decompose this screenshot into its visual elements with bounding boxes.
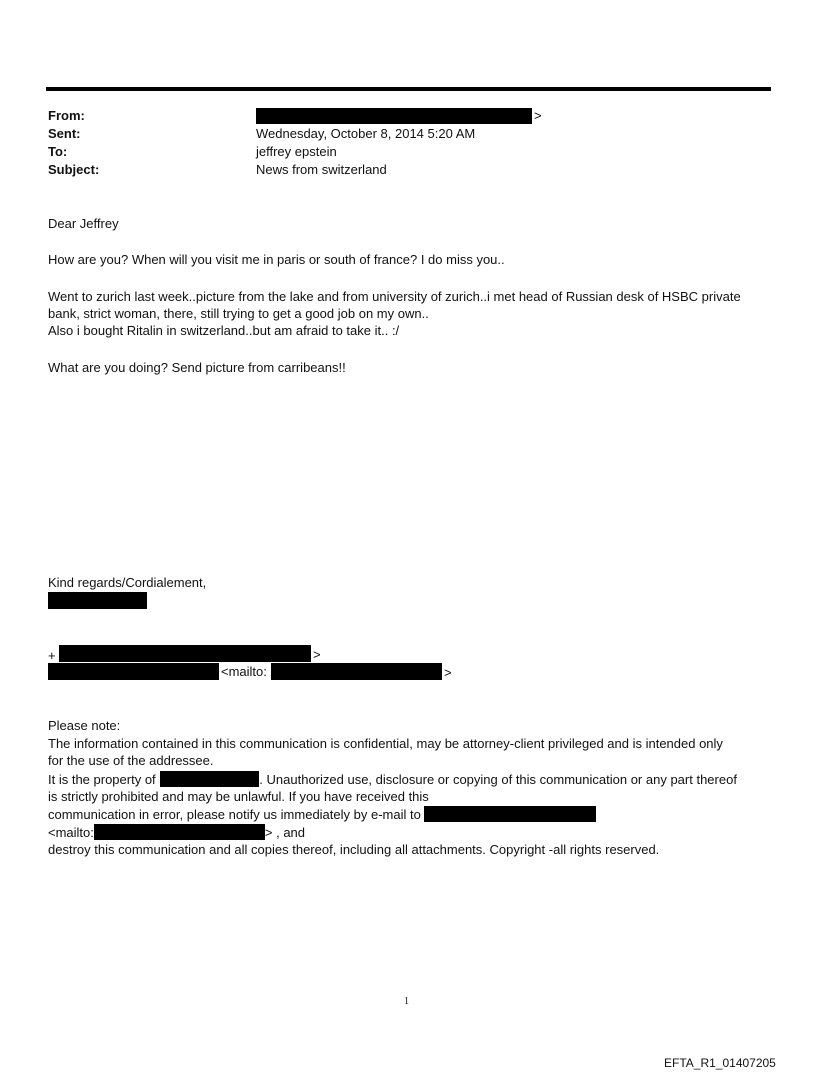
phone-prefix: +	[48, 648, 56, 663]
page-number: 1	[404, 996, 409, 1007]
to-label: To:	[48, 144, 68, 159]
sent-value: Wednesday, October 8, 2014 5:20 AM	[256, 126, 476, 141]
header-rule	[46, 87, 771, 91]
body-paragraph-3: What are you doing? Send picture from carribeans!!	[48, 360, 346, 375]
disclaimer-line-3-pre: It is the property of	[48, 772, 156, 787]
from-label: From:	[48, 108, 85, 123]
address-redaction	[48, 663, 219, 680]
greeting: Dear Jeffrey	[48, 216, 119, 231]
phone-suffix: >	[313, 647, 321, 662]
disclaimer-line-6	[48, 824, 305, 840]
signature-mailto: <mailto:	[221, 664, 267, 679]
subject-value: News from switzerland	[256, 162, 387, 177]
disclaimer-line-3-post: . Unauthorized use, disclosure or copying of this communication or any part thereof	[259, 772, 737, 787]
disclaimer-line-3	[48, 771, 737, 787]
to-value: jeffrey epstein	[256, 144, 337, 159]
sent-label: Sent:	[48, 126, 81, 141]
subject-label: Subject:	[48, 162, 100, 177]
sender-name-redaction	[48, 592, 147, 609]
company-redaction	[160, 771, 259, 787]
body-paragraph-1: How are you? When will you visit me in paris or south of france? I do miss you..	[48, 252, 505, 267]
from-redaction	[256, 108, 532, 124]
signature-email-redaction	[271, 663, 442, 680]
body-paragraph-2-line-3: Also i bought Ritalin in switzerland..but am afraid to take it.. :/	[48, 323, 400, 338]
phone-redaction	[59, 645, 311, 662]
bates-number: EFTA_R1_01407205	[664, 1056, 776, 1070]
notify-email-redaction	[424, 806, 596, 822]
disclaimer-line-1: The information contained in this communication is confidential, may be attorney-client privileged and is intended only	[48, 736, 723, 751]
disclaimer-mailto-post: > , and	[264, 825, 306, 840]
body-paragraph-2-line-1: Went to zurich last week..picture from the lake and from university of zurich..i met head of Russian desk of HSBC private	[48, 289, 741, 304]
disclaimer-mailto-redaction	[94, 824, 265, 840]
body-paragraph-2-line-2: bank, strict woman, there, still trying to get a good job on my own..	[48, 306, 429, 321]
sign-off: Kind regards/Cordialement,	[48, 575, 207, 590]
disclaimer-line-5-text: communication in error, please notify us immediately by e-mail to	[48, 807, 421, 822]
disclaimer-line-4: is strictly prohibited and may be unlawful. If you have received this	[48, 789, 429, 804]
disclaimer-line-2: for the use of the addressee.	[48, 753, 214, 768]
from-suffix: >	[534, 108, 542, 123]
disclaimer-title: Please note:	[48, 718, 121, 733]
disclaimer-mailto-pre: <mailto:	[48, 825, 94, 840]
disclaimer-line-5	[48, 806, 596, 822]
signature-mailto-suffix: >	[444, 665, 452, 680]
disclaimer-line-7: destroy this communication and all copies thereof, including all attachments. Copyright -all rights reserved.	[48, 842, 660, 857]
